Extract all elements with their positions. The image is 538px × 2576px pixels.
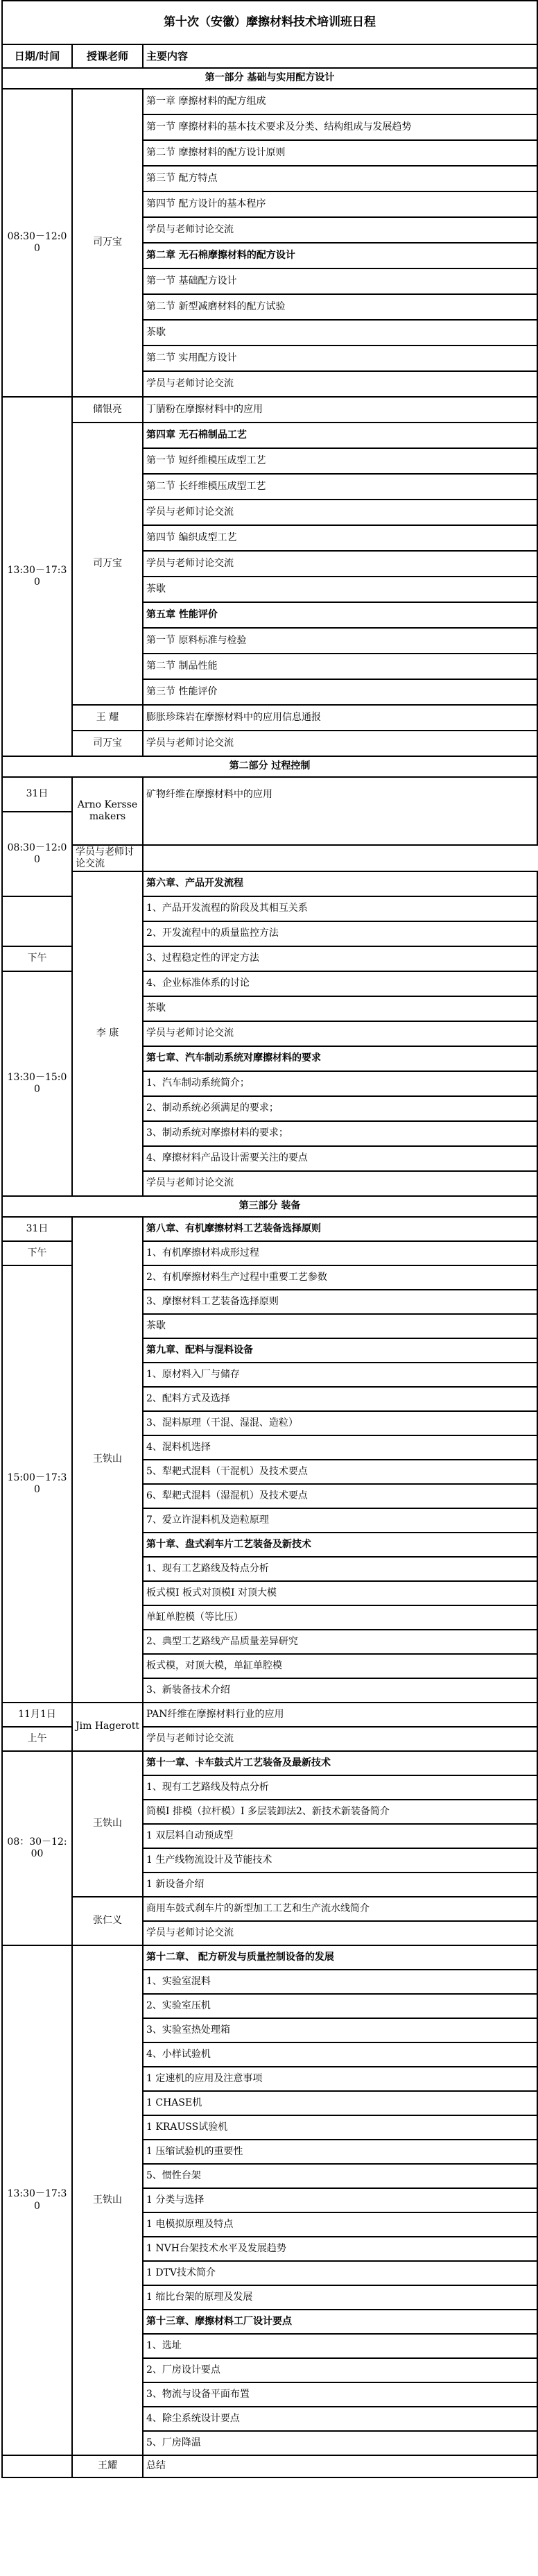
header-teacher: 授课老师 [72, 44, 143, 68]
schedule-item: PAN纤维在摩擦材料行业的应用 [143, 1703, 537, 1727]
schedule-item: 膨胀珍珠岩在摩擦材料中的应用信息通报 [143, 705, 537, 731]
part1-time-morning: 08:30－12:00 [2, 89, 72, 397]
schedule-item: 3、混料原理（干混、湿混、造粒） [143, 1411, 537, 1435]
schedule-item: 学员与老师讨论交流 [143, 1171, 537, 1196]
part1-teacher-b: 储银亮 [72, 397, 143, 423]
schedule-item: 1 NVH台架技术水平及发展趋势 [143, 2237, 537, 2261]
header-content: 主要内容 [143, 44, 537, 68]
schedule-item: 2、开发流程中的质量监控方法 [143, 921, 537, 946]
schedule-item: 3、实验室热处理箱 [143, 2018, 537, 2042]
part1-heading: 第一部分 基础与实用配方设计 [2, 68, 537, 89]
schedule-item: 1、有机摩擦材料成形过程 [143, 1241, 537, 1265]
schedule-item: 3、摩擦材料工艺装备选择原则 [143, 1290, 537, 1314]
part1-time-afternoon: 13:30－17:30 [2, 397, 72, 756]
schedule-item: 第一节 原料标准与检验 [143, 628, 537, 654]
part2-morning-spacer [2, 896, 72, 946]
part3-afternoon: 下午 [2, 1241, 72, 1265]
part2-heading: 第二部分 过程控制 [2, 756, 537, 777]
part3-time-a: 15:00－17:30 [2, 1265, 72, 1703]
schedule-item: 第二节 实用配方设计 [143, 346, 537, 371]
schedule-item: 1、现有工艺路线及特点分析 [143, 1557, 537, 1581]
part2-date: 31日 [2, 777, 72, 812]
schedule-item: 5、惯性台架 [143, 2164, 537, 2188]
schedule-table [1, 0, 538, 2478]
schedule-item: 第四节 编织成型工艺 [143, 525, 537, 551]
schedule-item: 1 DTV技术简介 [143, 2261, 537, 2285]
schedule-item: 茶歇 [143, 996, 537, 1021]
part3-morning: 上午 [2, 1727, 72, 1751]
schedule-item: 茶歇 [143, 577, 537, 602]
schedule-item: 1、产品开发流程的阶段及其相互关系 [143, 896, 537, 921]
schedule-item: 总结 [143, 2455, 537, 2477]
schedule-item: 第五章 性能评价 [143, 602, 537, 628]
part3-teacher-d: 张仁义 [72, 1897, 143, 1945]
schedule-item: 4、小样试验机 [143, 2042, 537, 2067]
schedule-item: 2、典型工艺路线产品质量差异研究 [143, 1630, 537, 1654]
schedule-item: 第三节 性能评价 [143, 679, 537, 705]
part3-date-a: 31日 [2, 1217, 72, 1241]
schedule-item: 第十一章、卡车鼓式片工艺装备及最新技术 [143, 1751, 537, 1775]
schedule-item: 板式模Ⅰ 板式对顶模Ⅰ 对顶大模 [143, 1581, 537, 1605]
schedule-item: 学员与老师讨论交流 [143, 1021, 537, 1046]
schedule-item: 学员与老师讨论交流 [143, 500, 537, 525]
schedule-item: 2、配料方式及选择 [143, 1387, 537, 1411]
schedule-item: 学员与老师讨论交流 [143, 1921, 537, 1945]
part2-time-morning: 08:30－12:00 [2, 812, 72, 896]
part3-teacher-f: 王耀 [72, 2455, 143, 2477]
schedule-item: 1 双层料自动预成型 [143, 1824, 537, 1848]
part3-teacher-c: 王铁山 [72, 1751, 143, 1897]
schedule-item: 4、企业标准体系的讨论 [143, 971, 537, 996]
schedule-item: 茶歇 [143, 1314, 537, 1338]
schedule-item: 第二章 无石棉摩擦材料的配方设计 [143, 243, 537, 268]
schedule-item: 第十二章、 配方研发与质量控制设备的发展 [143, 1945, 537, 1970]
schedule-item: 1 CHASE机 [143, 2091, 537, 2115]
schedule-item: 第二节 新型减磨材料的配方试验 [143, 294, 537, 320]
schedule-item: 第二节 制品性能 [143, 654, 537, 679]
schedule-item: 学员与老师讨论交流 [143, 731, 537, 756]
part1-teacher-d: 王 耀 [72, 705, 143, 731]
schedule-item: 学员与老师讨论交流 [143, 217, 537, 243]
schedule-item: 学员与老师讨论交流 [143, 1727, 537, 1751]
schedule-item: 1 定速机的应用及注意事项 [143, 2067, 537, 2091]
schedule-item: 7、爱立许混料机及造粒原理 [143, 1508, 537, 1533]
schedule-item: 第九章、配料与混料设备 [143, 1338, 537, 1363]
schedule-item: 板式模，对顶大模，单缸单腔模 [143, 1654, 537, 1678]
schedule-item: 2、有机摩擦材料生产过程中重要工艺参数 [143, 1265, 537, 1290]
part3-teacher-a: 王铁山 [72, 1217, 143, 1703]
schedule-item: 第十三章、摩擦材料工厂设计要点 [143, 2310, 537, 2334]
schedule-item: 1 缩比台架的原理及发展 [143, 2285, 537, 2310]
schedule-item: 矿物纤维在摩擦材料中的应用 [143, 777, 537, 845]
schedule-item: 学员与老师讨论交流 [72, 845, 143, 871]
schedule-item: 第一章 摩擦材料的配方组成 [143, 89, 537, 114]
part3-time-b: 08：30－12:00 [2, 1751, 72, 1945]
part2-teacher-b: 李 康 [72, 871, 143, 1196]
schedule-item: 2、制动系统必须满足的要求； [143, 1096, 537, 1121]
schedule-item: 第三节 配方特点 [143, 166, 537, 191]
schedule-item: 1 电模拟原理及特点 [143, 2212, 537, 2237]
part1-teacher-e: 司万宝 [72, 731, 143, 756]
schedule-item: 第四章 无石棉制品工艺 [143, 423, 537, 448]
schedule-item: 1、原材料入厂与储存 [143, 1363, 537, 1387]
schedule-item: 学员与老师讨论交流 [143, 551, 537, 577]
schedule-item: 第六章、产品开发流程 [143, 871, 537, 896]
schedule-item: 学员与老师讨论交流 [143, 371, 537, 397]
part3-teacher-b: Jim Hagerott [72, 1703, 143, 1751]
schedule-item: 1 KRAUSS试验机 [143, 2115, 537, 2140]
schedule-item: 第十章、盘式刹车片工艺装备及新技术 [143, 1533, 537, 1557]
schedule-item: 单缸单腔模（等比压） [143, 1605, 537, 1630]
schedule-title: 第十次（安徽）摩擦材料技术培训班日程 [2, 1, 537, 44]
schedule-item: 3、制动系统对摩擦材料的要求； [143, 1121, 537, 1146]
part2-time-afternoon: 13:30－15:00 [2, 971, 72, 1196]
schedule-item: 丁腈粉在摩擦材料中的应用 [143, 397, 537, 423]
schedule-item: 第二节 长纤维模压成型工艺 [143, 474, 537, 500]
schedule-item: 1 生产线物流设计及节能技术 [143, 1848, 537, 1873]
schedule-item: 茶歇 [143, 320, 537, 346]
schedule-item: 1、现有工艺路线及特点分析 [143, 1775, 537, 1800]
schedule-item: 第四节 配方设计的基本程序 [143, 191, 537, 217]
schedule-item: 1、实验室混料 [143, 1970, 537, 1994]
schedule-item: 第一节 短纤维模压成型工艺 [143, 448, 537, 474]
schedule-item: 5、厂房降温 [143, 2431, 537, 2455]
schedule-item: 1 新设备介绍 [143, 1873, 537, 1897]
schedule-item: 3、物流与设备平面布置 [143, 2382, 537, 2407]
schedule-item: 筒模Ⅰ 排模（拉杆模）Ⅰ 多层装卸法2、新技术新装备简介 [143, 1800, 537, 1824]
part2-afternoon: 下午 [2, 946, 72, 971]
schedule-item: 5、犁耙式混料（干混机）及技术要点 [143, 1460, 537, 1484]
schedule-item: 第八章、有机摩擦材料工艺装备选择原则 [143, 1217, 537, 1241]
schedule-item: 1、汽车制动系统简介； [143, 1071, 537, 1096]
schedule-item: 2、实验室压机 [143, 1994, 537, 2018]
schedule-item: 1 压缩试验机的重要性 [143, 2140, 537, 2164]
schedule-item: 2、厂房设计要点 [143, 2358, 537, 2382]
part3-time-c: 13:30－17:30 [2, 1945, 72, 2455]
schedule-item: 商用车鼓式刹车片的新型加工工艺和生产流水线简介 [143, 1897, 537, 1921]
schedule-item: 6、犁耙式混料（湿混机）及技术要点 [143, 1484, 537, 1508]
schedule-item: 第二节 摩擦材料的配方设计原则 [143, 140, 537, 166]
schedule-item: 4、摩擦材料产品设计需要关注的要点 [143, 1146, 537, 1171]
part3-date-b: 11月1日 [2, 1703, 72, 1727]
schedule-item: 3、新装备技术介绍 [143, 1678, 537, 1703]
schedule-item: 第七章、汽车制动系统对摩擦材料的要求 [143, 1046, 537, 1071]
part2-teacher-a: Arno Kerssemakers [72, 777, 143, 845]
header-date-time: 日期/时间 [2, 44, 72, 68]
schedule-item: 1、选址 [143, 2334, 537, 2358]
part3-heading: 第三部分 装备 [2, 1196, 537, 1217]
part1-teacher-c: 司万宝 [72, 423, 143, 705]
schedule-item: 4、混料机选择 [143, 1435, 537, 1460]
schedule-item: 4、除尘系统设计要点 [143, 2407, 537, 2431]
schedule-item: 3、过程稳定性的评定方法 [143, 946, 537, 971]
schedule-item: 1 分类与选择 [143, 2188, 537, 2212]
schedule-item: 第一节 摩擦材料的基本技术要求及分类、结构组成与发展趋势 [143, 114, 537, 140]
part3-final-spacer [2, 2455, 72, 2477]
part1-teacher-a: 司万宝 [72, 89, 143, 397]
schedule-item: 第一节 基础配方设计 [143, 268, 537, 294]
part3-teacher-e: 王铁山 [72, 1945, 143, 2455]
